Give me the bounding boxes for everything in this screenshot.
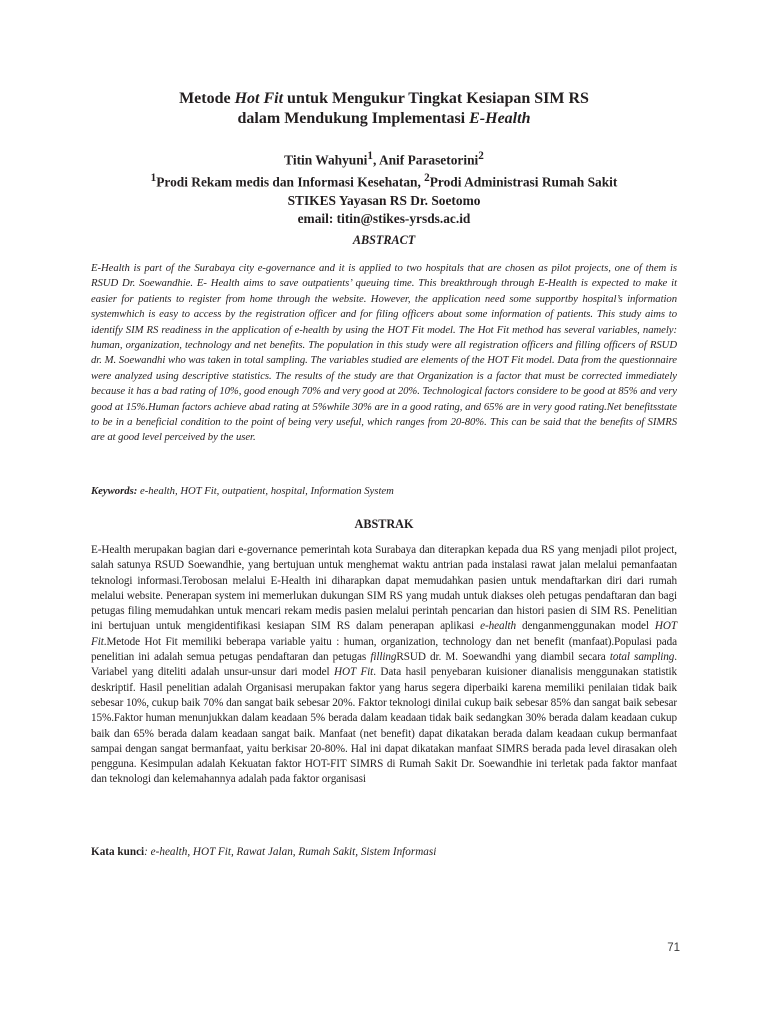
title-line-1: Metode Hot Fit untuk Mengukur Tingkat Kesiapan SIM RS [179, 90, 589, 107]
abstrak-body: E-Health merupakan bagian dari e-governance pemerintah kota Surabaya dan diterapkan kepada dua RS yang menjadi pilot project, salah satunya RSUD Soewandhie, yang bertujuan untuk menghemat waktu antrian pada instalasi rawat jalan melalui pemanfaatan teknologi informasi.Terobosan melalui E-Health ini diharapkan dapat memudahkan pasien untuk mendaftarkan diri dari rumah melalui website. Penerapan system ini memerlukan dukungan SIM RS yang mudah untuk diakses oleh petugas pendaftaran dan bagi petugas filing memudahkan untuk mencari rekam medis pasien melalui perintah pencarian dan histori pasien di SIM RS. Penelitian ini bertujuan untuk mengidentifikasi kesiapan SIM RS dalam penerapan aplikasi e-health denganmenggunakan model HOT Fit.Metode Hot Fit memiliki beberapa variable yaitu : human, organization, technology dan net benefit (manfaat).Populasi pada penelitian ini adalah semua petugas pendaftaran dan petugas fillingRSUD dr. M. Soewandhi yang diambil secara total sampling. Variabel yang diteliti adalah unsur-unsur dari model HOT Fit. Data hasil penyebaran kuisioner dianalisis menggunakan statistik deskriptif. Hasil penelitian adalah Organisasi merupakan faktor yang harus segera diperbaiki karena memiliki penilaian tidak baik sebesar 10%, cukup baik 70% dan sangat baik sebesar 20%. Faktor teknologi dinilai cukup baik sebesar 85% dan sangat baik sebesar 15%.Faktor human menunjukkan dalam keadaan 5% berada dalam keadaan tidak baik sedangkan 30% berada dalam keadaan cukup baik dan 65% berada dalam keadaan sangat baik. Manfaat (net benefit) dapat dikatakan berada dalam keadaan cukup bermanfaat sampai dengan sangat bermanfaat, yaitu berkisar 20-80%. Hal ini dapat dikatakan manfaat SIMRS berada pada level dirasakan oleh pengguna. Kesimpulan adalah Kekuatan faktor HOT-FIT SIMRS di Rumah Sakit Dr. Soewandhie ini terletak pada faktor manfaat dan teknologi dan kelemahannya adalah pada faktor organisasi [91, 544, 678, 786]
kata-kunci-text: : e-health, HOT Fit, Rawat Jalan, Rumah Sakit, Sistem Informasi [144, 846, 437, 858]
keywords-text: e-health, HOT Fit, outpatient, hospital, Information System [137, 485, 394, 497]
page-number: 71 [667, 942, 680, 954]
author-email: email: titin@stikes-yrsds.ac.id [297, 210, 471, 226]
abstrak-heading: ABSTRAK [354, 517, 414, 531]
author-institution: STIKES Yayasan RS Dr. Soetomo [287, 192, 481, 208]
abstract-body: E-Health is part of the Surabaya city e-governance and it is applied to two hospitals that are chosen as pilot projects, one of them is RSUD Dr. Soewandhie. E- Health aims to save outpatients’ queuing time. This breakthrough through E-Health is expected to make it easier for patients to register from home through the website. However, the application need some supportby hospital’s information systemwhich is easy to access by the registration officer and for filing officers about some information of patients. This study aims to identify SIM RS readiness in the application of e-health by using the HOT Fit model. The Hot Fit method has several variables, namely: human, organization, technology and net benefits. The population in this study were all registration officers and filling officers of RSUD dr. M. Soewandhi who was taken in total sampling. The variables studied are elements of the HOT Fit model. Data from the questionnaire were analyzed using descriptive statistics. The results of the study are that Organization is a factor that must be corrected immediately because it has a bad rating of 10%, good enough 70% and very good at 20%. Technological factors considere to be good at 85% and very good at 15%.Human factors achieve abad rating at 5%while 30% are in a good rating, and 65% are in very good rating.Net benefitsstate to be in a beneficial condition to the point of being very useful, which ranges from 20-80%. This can be said that the benefits of SIMRS are at good level perceived by the user. [91, 262, 677, 444]
author-affiliations: $^1$Prodi Rekam medis dan Informasi Kesehatan, $^2$Prodi Administrasi Rumah Sakit [150, 172, 618, 190]
abstract-heading: ABSTRACT [352, 233, 416, 247]
abstrak-keywords [91, 845, 677, 860]
authors-block [60, 147, 708, 228]
abstract-keywords [91, 484, 677, 499]
keywords-label: Keywords: [91, 485, 138, 497]
title-line-2: dalam Mendukung Implementasi E-Health [237, 110, 531, 127]
kata-kunci-label: Kata kunci [91, 846, 145, 858]
paper-title [60, 89, 708, 129]
author-names: Titin Wahyuni$^1$, Anif Parasetorini$^2$ [284, 150, 484, 168]
